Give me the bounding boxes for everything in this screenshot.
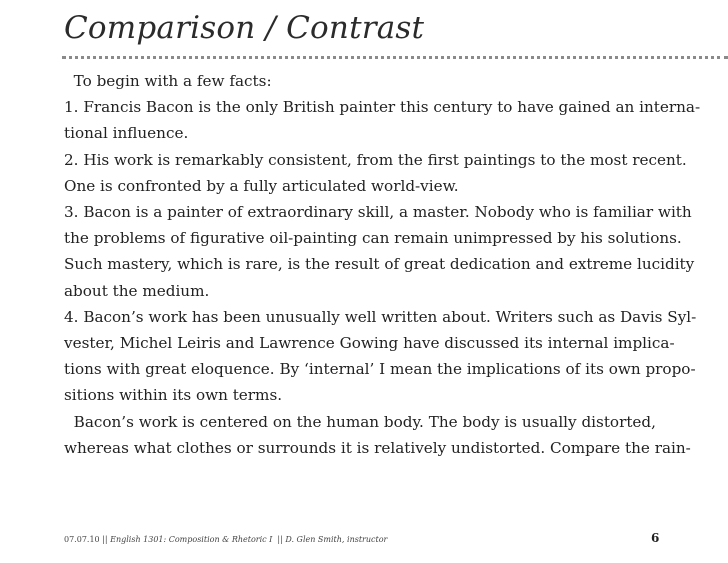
body-line: 1. Francis Bacon is the only British painter this century to have gained an interna- bbox=[64, 98, 701, 117]
body-line: To begin with a few facts: bbox=[64, 72, 272, 90]
body-line: 2. His work is remarkably consistent, from the first paintings to the most recent. bbox=[64, 150, 687, 169]
footer-date: 07.07.10 bbox=[64, 535, 100, 544]
body-line: vester, Michel Leiris and Lawrence Gowing have discussed its internal implica- bbox=[64, 334, 675, 353]
body-line: 3. Bacon is a painter of extraordinary skill, a master. Nobody who is familiar with bbox=[64, 203, 692, 222]
page-number: 6 bbox=[651, 531, 660, 545]
body-text bbox=[64, 68, 701, 461]
body-line: tional influence. bbox=[64, 124, 189, 143]
body-line: whereas what clothes or surrounds it is relatively undistorted. Compare the rain- bbox=[64, 438, 691, 457]
body-line: Bacon’s work is centered on the human body. The body is usually distorted, bbox=[64, 412, 656, 431]
body-line: about the medium. bbox=[64, 281, 210, 300]
body-line: sitions within its own terms. bbox=[64, 386, 283, 405]
footer-course: English 1301: Composition & Rhetoric I || D. Glen Smith, instructor bbox=[110, 535, 388, 544]
title-divider bbox=[62, 56, 728, 59]
body-line: the problems of figurative oil-painting can remain unimpressed by his solutions. bbox=[64, 229, 682, 248]
body-line: 4. Bacon’s work has been unusually well written about. Writers such as Davis Syl- bbox=[64, 307, 697, 326]
footer bbox=[64, 535, 387, 544]
body-line: Such mastery, which is rare, is the result of great dedication and extreme lucidity bbox=[64, 255, 695, 274]
body-line: One is confronted by a fully articulated world-view. bbox=[64, 176, 459, 195]
footer-separator: || bbox=[99, 535, 111, 544]
slide-title: Comparison / Contrast bbox=[64, 10, 425, 46]
body-line: tions with great eloquence. By ‘internal’ I mean the implications of its own propo- bbox=[64, 360, 696, 379]
